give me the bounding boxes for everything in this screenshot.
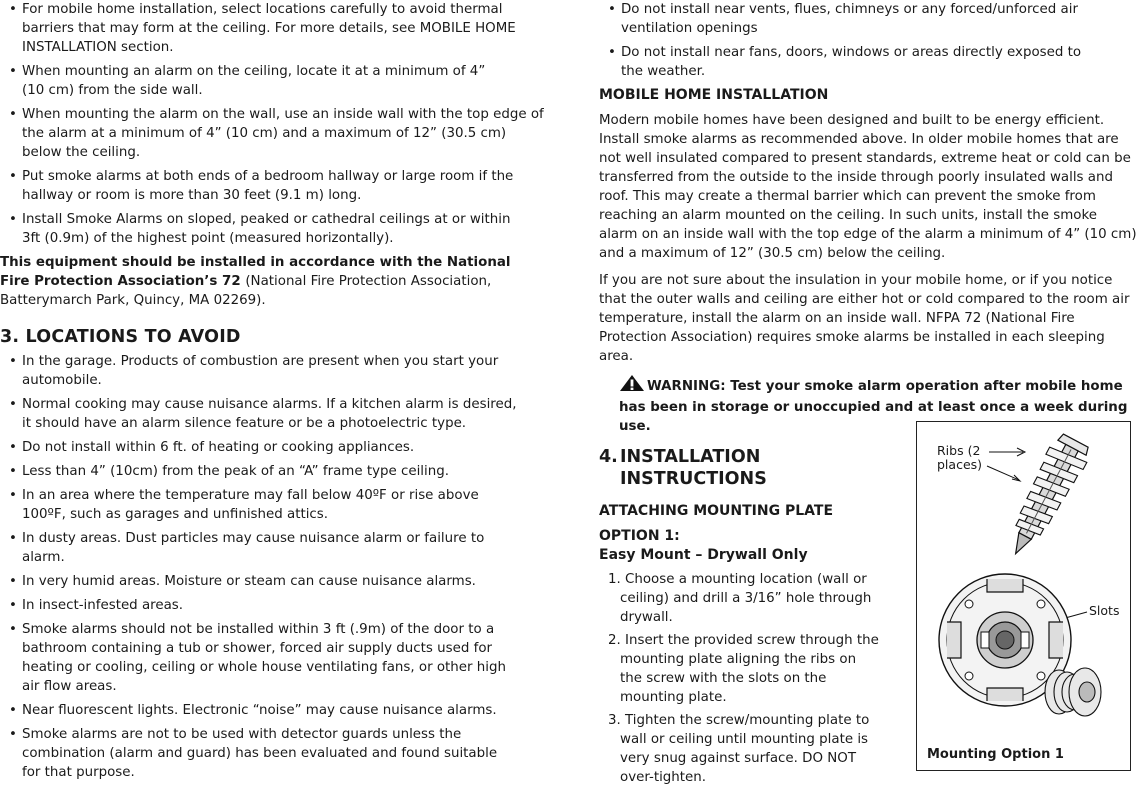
- option-1-label: OPTION 1:: [599, 528, 680, 544]
- placement-bullets: [0, 0, 545, 248]
- ribs-label-line-1: Ribs (2: [937, 443, 981, 458]
- list-item: • For mobile home installation, select locations carefully to avoid thermal barriers that may form at the ceiling. For more details, see MOBILE HOME INSTALLATION section.: [0, 0, 545, 57]
- list-item: • When mounting an alarm on the ceiling, locate it at a minimum of 4” (10 cm) from the side wall.: [0, 62, 500, 100]
- left-column: [0, 0, 545, 787]
- vent-bullets: [599, 0, 1089, 81]
- mobile-home-title: MOBILE HOME INSTALLATION: [599, 87, 829, 103]
- step-text: 1. Choose a mounting location (wall or ceiling) and drill a 3/16” hole through drywall.: [608, 572, 872, 625]
- section-3-title: 3. LOCATIONS TO AVOID: [0, 327, 241, 347]
- step-1: [599, 570, 879, 627]
- list-item: • Smoke alarms should not be installed within 3 ft (.9m) of the door to a bathroom containing a tub or shower, forced air supply ducts used for heating or cooling, ceiling or whole house ventilating fans, or other high air flow areas.: [0, 620, 510, 696]
- section-4-number: 4.: [599, 447, 618, 467]
- list-item: • Install Smoke Alarms on sloped, peaked or cathedral ceilings at or within 3ft (0.9m) of the highest point (measured horizontally).: [0, 210, 520, 248]
- list-item: • In the garage. Products of combustion are present when you start your automobile.: [0, 352, 525, 390]
- section-4-title-line-1: INSTALLATION: [620, 447, 761, 467]
- step-text: 3. Tighten the screw/mounting plate to wall or ceiling until mounting plate is very snug against surface. DO NOT over-tighten.: [608, 713, 870, 785]
- list-item: • In insect-infested areas.: [0, 596, 525, 615]
- list-item: • When mounting the alarm on the wall, use an inside wall with the top edge of the alarm at a minimum of 4” (10 cm) and a maximum of 12” (30.5 cm) below the ceiling.: [0, 105, 545, 162]
- list-item: • In an area where the temperature may fall below 40ºF or rise above 100ºF, such as garages and unfinished attics.: [0, 486, 525, 524]
- list-item: • Do not install near vents, flues, chimneys or any forced/unforced air ventilation openings: [599, 0, 1089, 38]
- step-3: [599, 711, 879, 787]
- mobile-home-paragraph-1: Modern mobile homes have been designed and built to be energy efficient. Install smoke alarms as recommended above. In older mobile homes that are not well insulated compared to present standards, extreme heat or cold can be transferred from the outside to the inside through poorly insulated walls and roof. This may create a thermal barrier which can prevent the smoke from reaching an alarm mounted on the ceiling. In such units, install the smoke alarm on an inside wall with the top edge of the alarm a minimum of 4” (10 cm) and a maximum of 12” (30.5 cm) below the ceiling.: [599, 113, 1137, 261]
- list-item: • Less than 4” (10cm) from the peak of an “A” frame type ceiling.: [0, 462, 525, 481]
- attaching-plate-title: ATTACHING MOUNTING PLATE: [599, 503, 834, 519]
- figure-caption: Mounting Option 1: [927, 747, 1064, 762]
- warning-text: WARNING: Test your smoke alarm operation after mobile home has been in storage or unoccupied and at least once a week during use.: [619, 379, 1128, 434]
- section-4-title-line-2: INSTRUCTIONS: [620, 469, 767, 489]
- list-item: • Do not install near fans, doors, windows or areas directly exposed to the weather.: [599, 43, 1089, 81]
- list-item: • Do not install within 6 ft. of heating or cooking appliances.: [0, 438, 525, 457]
- list-item: • In very humid areas. Moisture or steam can cause nuisance alarms.: [0, 572, 525, 591]
- mounting-illustration: [917, 422, 1132, 772]
- option-1-subtitle: Easy Mount – Drywall Only: [599, 547, 808, 563]
- nfpa-statement-bold: This equipment should be installed in accordance with the National Fire Protection Association’s 72: [0, 255, 511, 289]
- nfpa-statement: [0, 253, 520, 310]
- mounting-figure: [916, 421, 1131, 771]
- avoid-bullets: [0, 352, 525, 782]
- list-item: • Normal cooking may cause nuisance alarms. If a kitchen alarm is desired, it should have an alarm silence feature or be a photoelectric type.: [0, 395, 525, 433]
- step-2: [599, 631, 879, 707]
- nfpa-statement-address: (National Fire Protection Association, Batterymarch Park, Quincy, MA 02269).: [0, 274, 492, 308]
- warning-triangle-icon: [619, 374, 645, 398]
- list-item: • Put smoke alarms at both ends of a bedroom hallway or large room if the hallway or room is more than 30 feet (9.1 m) long.: [0, 167, 545, 205]
- screw-end-icon: [1045, 668, 1101, 716]
- list-item: • In dusty areas. Dust particles may cause nuisance alarm or failure to alarm.: [0, 529, 525, 567]
- mobile-home-paragraph-2: If you are not sure about the insulation in your mobile home, or if you notice that the outer walls and ceiling are either hot or cold compared to the room air temperature, install the alarm on an inside wall. NFPA 72 (National Fire Protection Association) requires smoke alarms be installed in each sleeping area.: [599, 273, 1130, 364]
- slots-label: Slots: [1089, 603, 1120, 618]
- list-item: • Smoke alarms are not to be used with detector guards unless the combination (alarm and guard) has been evaluated and found suitable for that purpose.: [0, 725, 500, 782]
- screw-icon: [998, 431, 1093, 563]
- list-item: • Near fluorescent lights. Electronic “noise” may cause nuisance alarms.: [0, 701, 525, 720]
- step-text: 2. Insert the provided screw through the mounting plate aligning the ribs on the screw with the slots on the mounting plate.: [608, 633, 879, 705]
- ribs-label-line-2: places): [937, 457, 983, 472]
